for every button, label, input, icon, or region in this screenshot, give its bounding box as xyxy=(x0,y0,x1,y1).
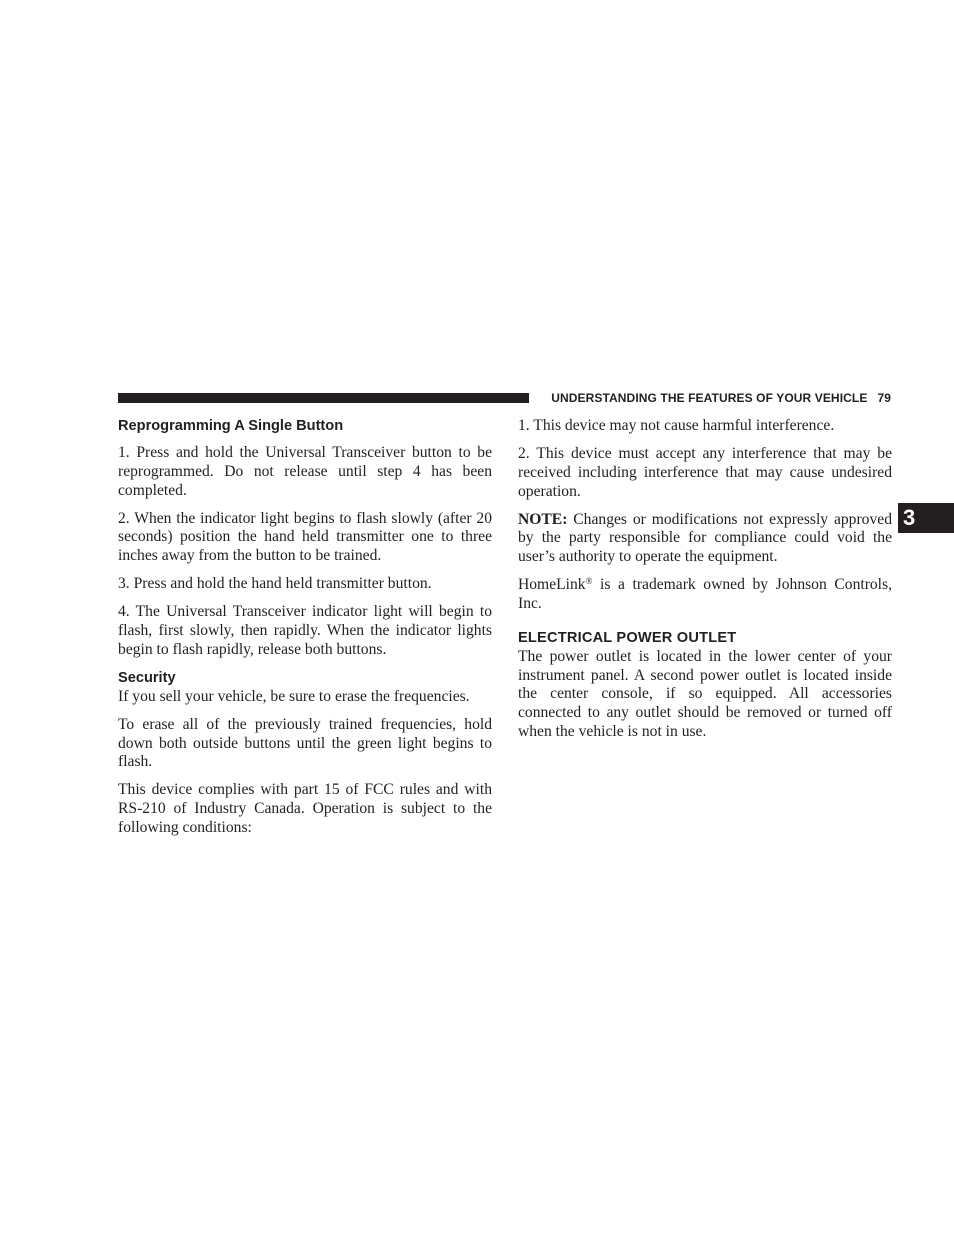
chapter-tab: 3 xyxy=(898,503,954,533)
security-paragraph-2: To erase all of the previously trained frequencies, hold down both outside buttons until the green light begins to flash. xyxy=(118,715,492,771)
section-title: UNDERSTANDING THE FEATURES OF YOUR VEHICLE xyxy=(551,391,868,405)
trademark-paragraph xyxy=(518,576,892,614)
security-paragraph-3: This device complies with part 15 of FCC rules and with RS-210 of Industry Canada. Operation is subject to the following conditions: xyxy=(118,781,492,836)
registered-mark: ® xyxy=(585,576,593,587)
note-label: NOTE: xyxy=(518,510,568,528)
heading-security: Security xyxy=(118,669,176,686)
step-3: 3. Press and hold the hand held transmitter button. xyxy=(118,575,432,593)
note-paragraph xyxy=(518,511,892,567)
security-paragraph-1: If you sell your vehicle, be sure to erase the frequencies. xyxy=(118,687,470,705)
running-header xyxy=(538,390,891,406)
right-column xyxy=(518,417,892,751)
trademark-name: HomeLink xyxy=(518,576,586,594)
heading-reprogramming: Reprogramming A Single Button xyxy=(118,418,344,434)
heading-power-outlet: ELECTRICAL POWER OUTLET xyxy=(518,629,737,646)
trademark-text: is a trademark owned by Johnson Controls, Inc. xyxy=(518,576,892,612)
condition-1: 1. This device may not cause harmful interference. xyxy=(518,417,835,434)
step-4: 4. The Universal Transceiver indicator light will begin to flash, first slowly, then rapidly. When the indicator lights begin to flash rapidly, release both buttons. xyxy=(118,603,492,658)
page-number: 79 xyxy=(877,391,891,405)
step-2: 2. When the indicator light begins to flash slowly (after 20 seconds) position the hand held transmitter one to three inches away from the button to be trained. xyxy=(118,509,492,565)
left-column xyxy=(118,417,492,847)
step-1: 1. Press and hold the Universal Transceiver button to be reprogrammed. Do not release until step 4 has been completed. xyxy=(118,444,492,499)
power-outlet-paragraph: The power outlet is located in the lower center of your instrument panel. A second power outlet is located inside the center console, if so equipped. All accessories connected to any outlet should be removed or turned off when the vehicle is not in use. xyxy=(518,647,892,740)
header-rule xyxy=(118,393,529,403)
condition-2: 2. This device must accept any interference that may be received including interference that may cause undesired operation. xyxy=(518,444,892,500)
note-text: Changes or modifications not expressly approved by the party responsible for compliance could void the user’s authority to operate the equipment. xyxy=(518,510,892,566)
